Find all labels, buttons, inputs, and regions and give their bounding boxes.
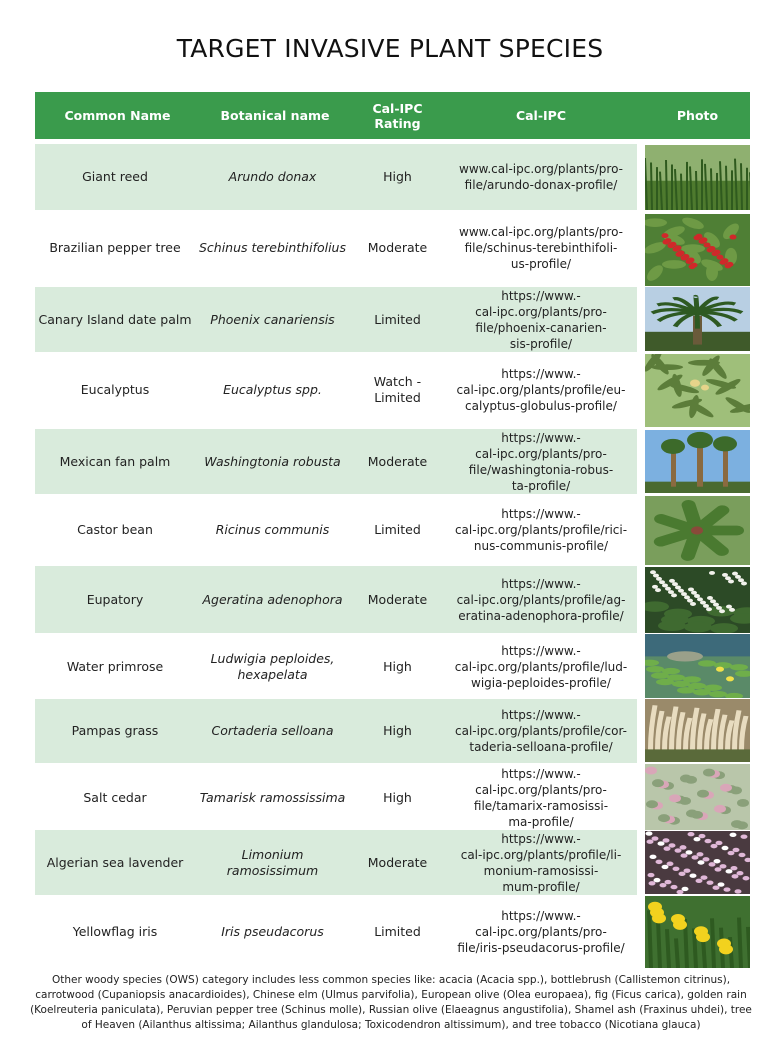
table-row — [35, 699, 637, 763]
brazilian-pepper-photo — [645, 214, 750, 286]
giant-reed-photo — [645, 145, 750, 210]
rating-cell: Moderate — [367, 854, 428, 870]
cal-ipc-link[interactable]: https://www.- cal-ipc.org/plants/profile/eu- calyptus-globulus-profile/ — [456, 367, 626, 413]
botanical-name-cell: Eucalyptus spp. — [223, 382, 322, 397]
header-common-name: Common Name — [64, 108, 171, 123]
common-name-cell: Water primrose — [66, 658, 164, 674]
table-row — [35, 429, 637, 494]
table-row — [35, 566, 637, 633]
common-name-cell: Eucalyptus — [80, 382, 150, 397]
eucalyptus-photo — [645, 354, 750, 427]
pampas-grass-photo — [645, 699, 750, 762]
table-row — [35, 211, 637, 285]
rating-cell: Moderate — [367, 591, 428, 607]
rating-cell: High — [383, 789, 412, 805]
header-photo: Photo — [676, 108, 719, 123]
common-name-cell: Mexican fan palm — [59, 453, 171, 469]
castor-bean-photo — [645, 496, 750, 565]
common-name-cell: Canary Island date palm — [38, 311, 192, 327]
botanical-name-cell: Washingtonia robusta — [204, 453, 341, 469]
header-cal-ipc: Cal-IPC — [515, 108, 567, 123]
botanical-name-cell: Cortaderia selloana — [211, 723, 334, 738]
botanical-name-cell: Schinus terebinthifolius — [198, 240, 346, 255]
table-row — [35, 287, 637, 352]
table-row — [35, 764, 637, 831]
cal-ipc-link[interactable]: https://www.- cal-ipc.org/plants/pro- file/tamarix-ramosissi- ma-profile/ — [473, 766, 609, 829]
cal-ipc-link[interactable]: https://www.- cal-ipc.org/plants/pro- file/iris-pseudacorus-profile/ — [457, 909, 625, 955]
table-row — [35, 353, 637, 427]
table-header — [35, 92, 750, 139]
botanical-name-cell: Limonium ramosissimum — [226, 846, 319, 878]
botanical-name-cell: Ludwigia peploides, hexapelata — [210, 650, 335, 682]
date-palm-photo — [645, 287, 750, 351]
table-row — [35, 895, 637, 969]
common-name-cell: Pampas grass — [71, 723, 159, 738]
cal-ipc-link[interactable]: www.cal-ipc.org/plants/pro- file/schinus-terebinthifoli- us-profile/ — [459, 225, 623, 271]
common-name-cell: Giant reed — [82, 169, 148, 184]
rating-cell: Limited — [374, 521, 421, 537]
cal-ipc-link[interactable]: https://www.- cal-ipc.org/plants/profile/cor- taderia-selloana-profile/ — [455, 708, 627, 754]
water-primrose-photo — [645, 634, 750, 698]
sea-lavender-photo — [645, 831, 750, 894]
header-botanical-name: Botanical name — [220, 108, 330, 123]
table-row — [35, 830, 637, 895]
botanical-name-cell: Phoenix canariensis — [210, 311, 335, 327]
rating-cell: Limited — [374, 311, 421, 327]
table-row — [35, 494, 637, 565]
cal-ipc-link[interactable]: https://www.- cal-ipc.org/plants/profile/ag- eratina-adenophora-profile/ — [456, 576, 626, 623]
salt-cedar-photo — [645, 764, 750, 830]
rating-cell: Watch - Limited — [373, 374, 422, 405]
header-rating: Cal-IPC Rating — [372, 100, 423, 131]
cal-ipc-link[interactable]: www.cal-ipc.org/plants/pro- file/arundo-donax-profile/ — [459, 162, 623, 192]
rating-cell: High — [383, 658, 412, 674]
rating-cell: Limited — [374, 924, 421, 939]
common-name-cell: Algerian sea lavender — [46, 854, 184, 870]
table-row — [35, 144, 637, 210]
botanical-name-cell: Arundo donax — [228, 169, 317, 184]
botanical-name-cell: Ricinus communis — [215, 521, 330, 537]
cal-ipc-link[interactable]: https://www.- cal-ipc.org/plants/pro- file/washingtonia-robus- ta-profile/ — [468, 430, 614, 493]
common-name-cell: Castor bean — [77, 521, 153, 537]
cal-ipc-link[interactable]: https://www.- cal-ipc.org/plants/pro- file/phoenix-canarien- sis-profile/ — [475, 288, 607, 351]
cal-ipc-link[interactable]: https://www.- cal-ipc.org/plants/profile/li- monium-ramosissi- mum-profile/ — [460, 831, 622, 894]
eupatory-photo — [645, 567, 750, 633]
cal-ipc-link[interactable]: https://www.- cal-ipc.org/plants/profile/lud- wigia-peploides-profile/ — [454, 643, 628, 690]
rating-cell: Moderate — [367, 240, 428, 255]
page-title: TARGET INVASIVE PLANT SPECIES — [176, 34, 604, 63]
rating-cell: Moderate — [367, 453, 428, 469]
yellowflag-iris-photo — [645, 896, 750, 968]
table-row — [35, 634, 637, 699]
rating-cell: High — [383, 169, 412, 184]
common-name-cell: Brazilian pepper tree — [49, 240, 181, 255]
cal-ipc-link[interactable]: https://www.- cal-ipc.org/plants/profile/rici- nus-communis-profile/ — [454, 506, 628, 553]
fan-palm-photo — [645, 430, 750, 493]
common-name-cell: Salt cedar — [83, 789, 147, 805]
botanical-name-cell: Iris pseudacorus — [221, 924, 324, 939]
rating-cell: High — [383, 723, 412, 738]
botanical-name-cell: Tamarisk ramossissima — [199, 789, 346, 805]
common-name-cell: Eupatory — [86, 591, 144, 607]
footnote: Other woody species (OWS) category includes less common species like: acacia (Acacia spp.), bottlebrush (Callistemon citrinus), carrotwood (Cupaniopsis anacardioides), Chinese elm (Ulmus parvifolia), European olive (Olea europaea), fig (Ficus carica), golden rain (Koelreuteria paniculata), Peruvian pepper tree (Schinus molle), Russian olive (Elaeagnus angustifolia), Shamel ash (Fraxinus uhdei), tree of Heaven (Ailanthus altissima; Ailanthus glandulosa; Toxicodendron altissimum), and tree tobacco (Nicotiana glauca) — [30, 974, 752, 1031]
common-name-cell: Yellowflag iris — [72, 924, 158, 939]
botanical-name-cell: Ageratina adenophora — [202, 591, 343, 607]
